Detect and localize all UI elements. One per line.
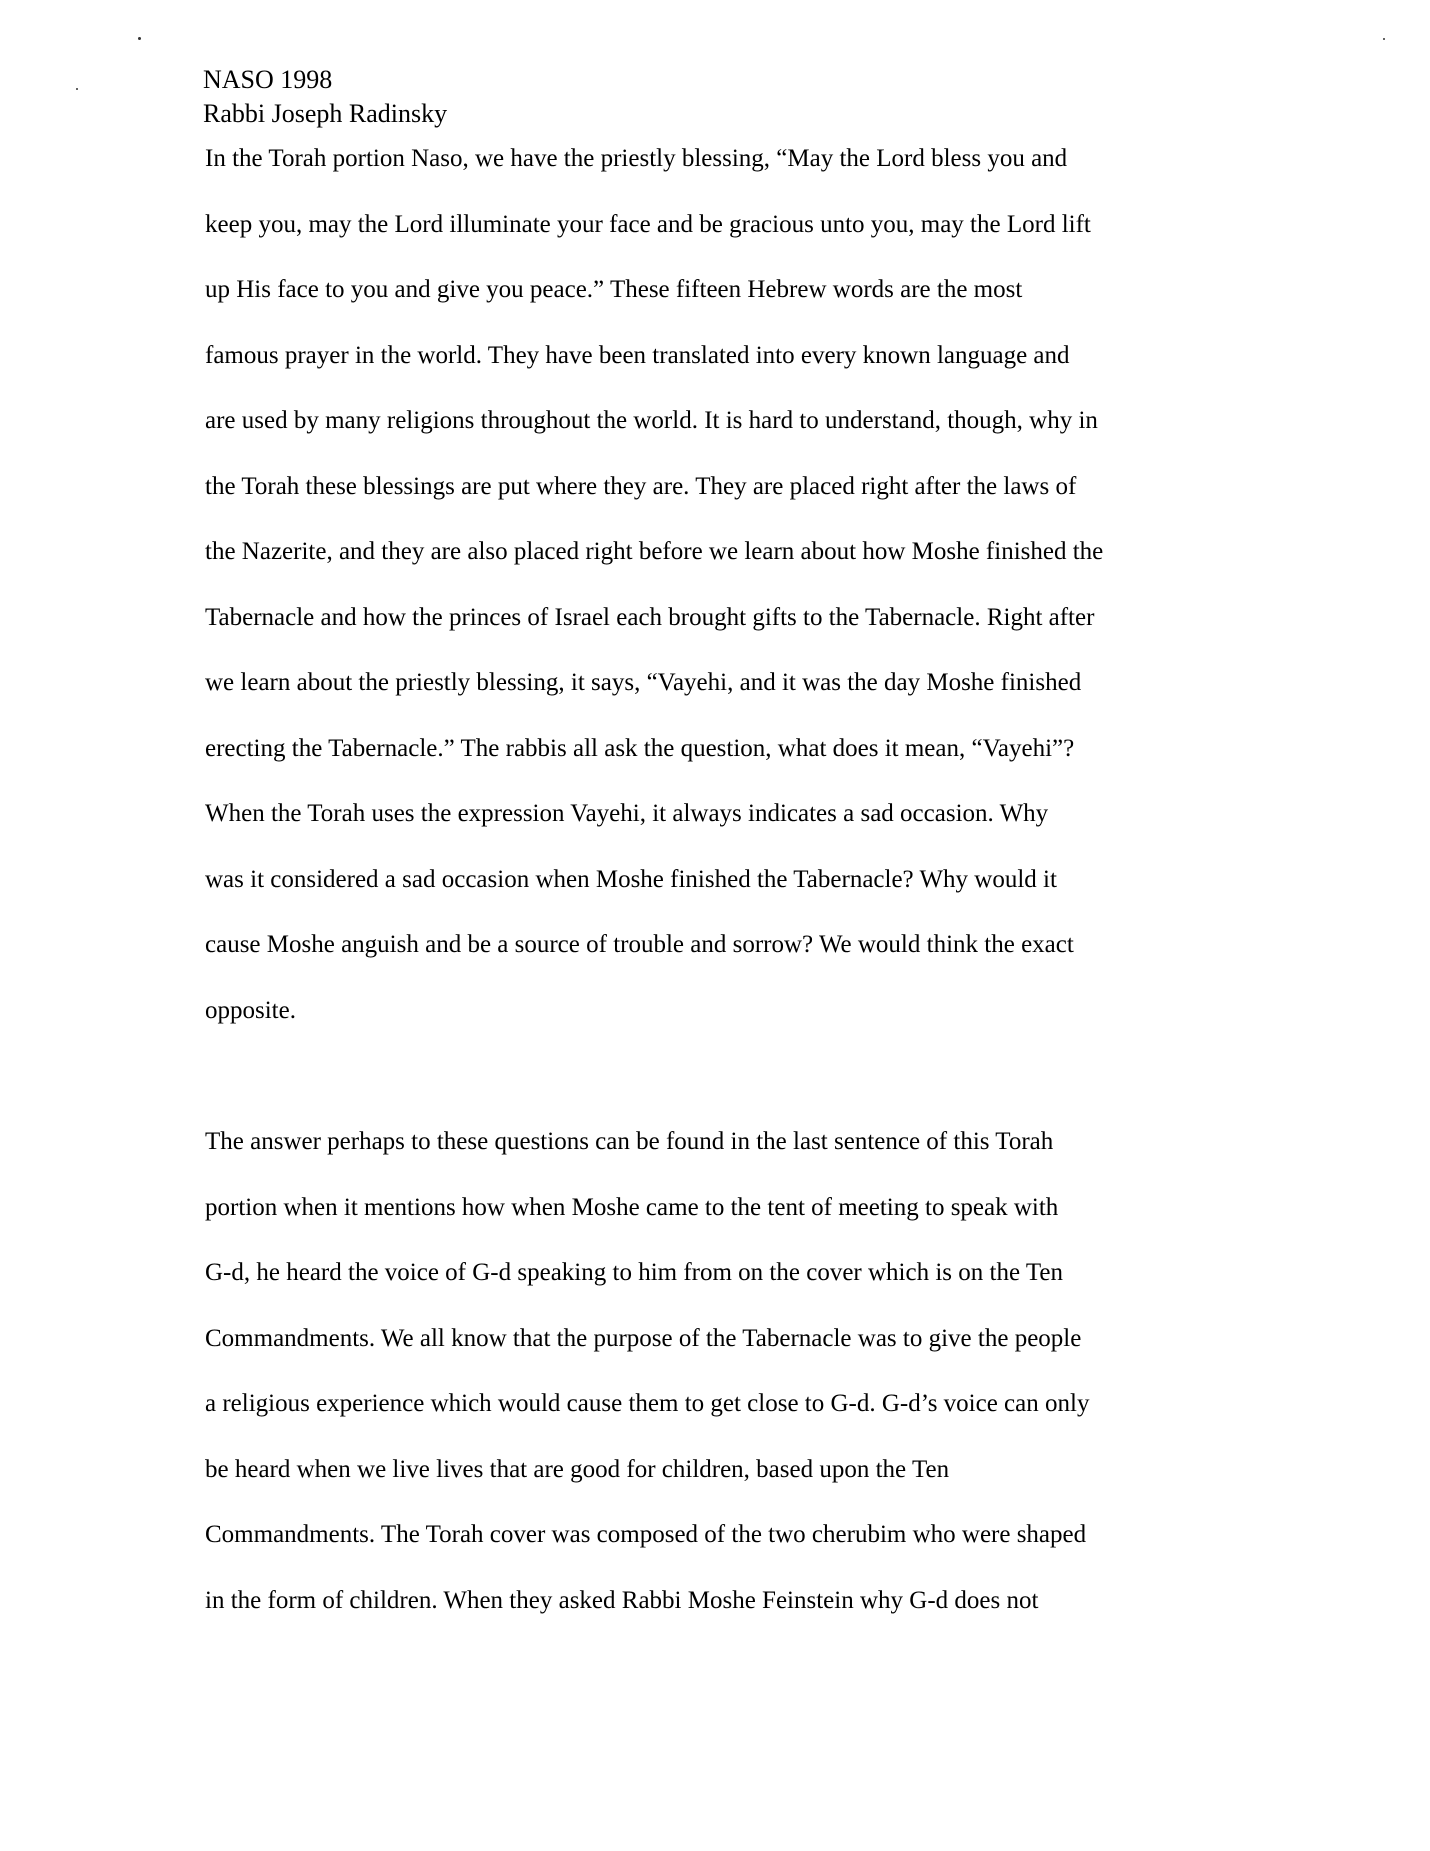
document-body [205,139,1255,1646]
document-title: NASO 1998 [203,65,333,94]
text-line: a religious experience which would cause them to get close to G-d. G-d’s voice can only [205,1390,1090,1417]
text-line: opposite. [205,996,296,1024]
text-line: Commandments. We all know that the purpose of the Tabernacle was to give the people [205,1324,1082,1352]
text-line: the Torah these blessings are put where they are. They are placed right after the laws of [205,472,1077,500]
paragraph-2 [205,1122,1255,1646]
paragraph-1 [205,139,1255,1056]
text-line: we learn about the priestly blessing, it says, “Vayehi, and it was the day Moshe finished [205,669,1082,696]
scan-speck [1383,38,1385,40]
scan-speck [76,88,78,90]
document-author: Rabbi Joseph Radinsky [203,99,448,128]
text-line: erecting the Tabernacle.” The rabbis all ask the question, what does it mean, “Vayehi”? [205,734,1075,762]
scan-speck [138,37,141,40]
text-line: Tabernacle and how the princes of Israel each brought gifts to the Tabernacle. Right after [205,603,1095,631]
text-line: keep you, may the Lord illuminate your face and be gracious unto you, may the Lord lift [205,210,1091,238]
text-line: be heard when we live lives that are good for children, based upon the Ten [205,1455,950,1483]
text-line: cause Moshe anguish and be a source of trouble and sorrow? We would think the exact [205,931,1074,958]
text-line: up His face to you and give you peace.” These fifteen Hebrew words are the most [205,276,1023,303]
paragraph-spacer [205,1056,1255,1122]
text-line: are used by many religions throughout the world. It is hard to understand, though, why in [205,407,1098,434]
text-line: the Nazerite, and they are also placed right before we learn about how Moshe finished the [205,538,1104,565]
text-line: G-d, he heard the voice of G-d speaking to him from on the cover which is on the Ten [205,1259,1063,1286]
text-line: Commandments. The Torah cover was composed of the two cherubim who were shaped [205,1521,1087,1548]
text-line: portion when it mentions how when Moshe came to the tent of meeting to speak with [205,1193,1059,1221]
text-line: When the Torah uses the expression Vayehi, it always indicates a sad occasion. Why [205,800,1049,827]
text-line: The answer perhaps to these questions can be found in the last sentence of this Torah [205,1128,1054,1155]
text-line: famous prayer in the world. They have been translated into every known language and [205,341,1070,369]
document-header [203,63,447,131]
text-line: was it considered a sad occasion when Moshe finished the Tabernacle? Why would it [205,865,1057,893]
text-line: In the Torah portion Naso, we have the priestly blessing, “May the Lord bless you and [205,145,1068,172]
text-line: in the form of children. When they asked Rabbi Moshe Feinstein why G-d does not [205,1586,1039,1614]
